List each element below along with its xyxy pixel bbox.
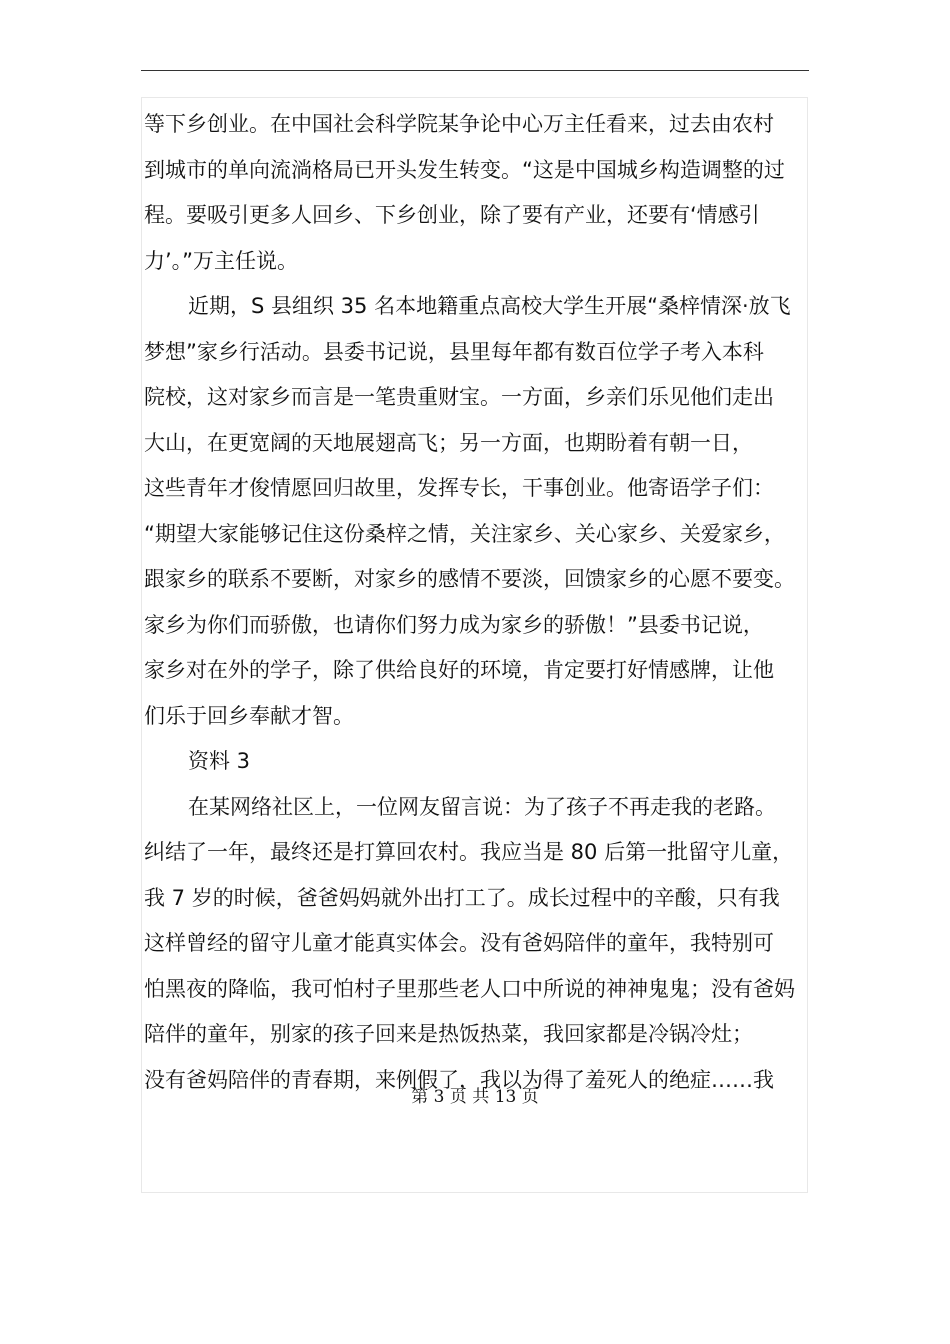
text-line: 们乐于回乡奉献才智。 [144,703,354,728]
text-line: 院校，这对家乡而言是一笔贵重财宝。一方面，乡亲们乐见他们走出 [144,385,774,409]
text-line: 等下乡创业。在中国社会科学院某争论中心万主任看来，过去由农村 [144,112,774,136]
paragraph-first-line: 在某网络社区上，一位网友留言说：为了孩子不再走我的老路。 [188,794,776,819]
text-line: 梦想”家乡行活动。县委书记说，县里每年都有数百位学子考入本科 [144,339,764,364]
text-line: “期望大家能够记住这份桑梓之情，关注家乡、关心家乡、关爱家乡， [144,521,785,546]
text-line: 家乡对在外的学子，除了供给良好的环境，肯定要打好情感牌，让他 [144,658,774,682]
text-line: 程。要吸引更多人回乡、下乡创业，除了要有产业，还要有‘情感引 [144,203,760,227]
text-line: 纠结了一年，最终还是打算回农村。我应当是 80 后第一批留守儿童， [144,840,794,864]
page-number-footer: 第 3 页 共 13 页 [411,1087,539,1107]
text-line: 力’。”万主任说。 [144,248,299,273]
text-line: 我 7 岁的时候，爸爸妈妈就外出打工了。成长过程中的辛酸，只有我 [144,885,780,910]
text-line: 没有爸妈陪伴的青春期，来例假了，我以为得了羞死人的绝症……我 [144,1067,774,1092]
text-line: 这些青年才俊情愿回归故里，发挥专长，干事创业。他寄语学子们： [144,476,774,500]
text-line: 怕黑夜的降临，我可怕村子里那些老人口中所说的神神鬼鬼；没有爸妈 [144,976,795,1001]
text-line: 到城市的单向流淌格局已开头发生转变。“这是中国城乡构造调整的过 [144,157,785,182]
paragraph-first-line: 近期，S 县组织 35 名本地籍重点高校大学生开展“桑梓情深·放飞 [188,294,791,318]
text-line: 这样曾经的留守儿童才能真实体会。没有爸妈陪伴的童年，我特别可 [144,931,774,955]
text-line: 大山，在更宽阔的天地展翅高飞；另一方面，也期盼着有朝一日， [144,430,753,455]
section-heading: 资料 3 [188,749,251,773]
text-line: 陪伴的童年，别家的孩子回来是热饭热菜，我回家都是冷锅冷灶； [144,1022,753,1046]
text-line: 跟家乡的联系不要断，对家乡的感情不要淡，回馈家乡的心愿不要变。 [144,567,795,591]
header-rule [141,70,809,71]
body-text [144,102,816,1103]
text-line: 家乡为你们而骄傲，也请你们努力成为家乡的骄傲！”县委书记说， [144,612,764,637]
